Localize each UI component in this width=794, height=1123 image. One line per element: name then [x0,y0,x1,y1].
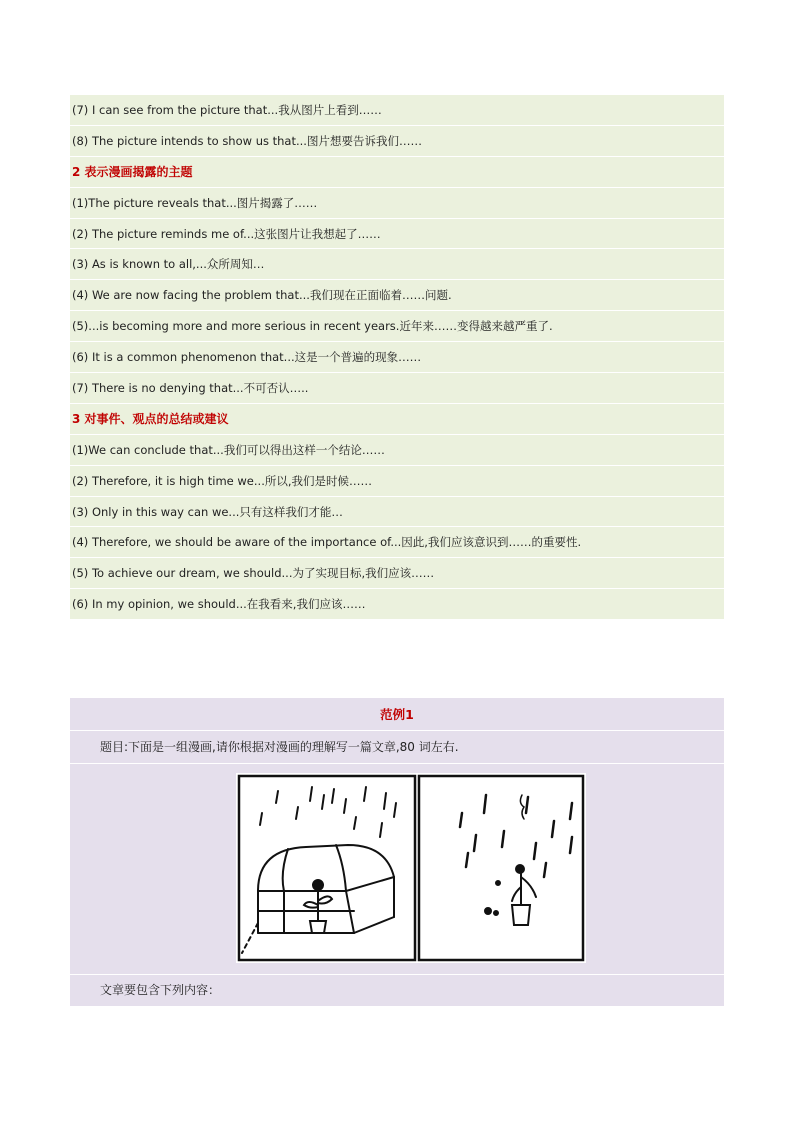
phrase-row: (2) Therefore, it is high time we...所以,我们是时候…… [70,466,724,497]
phrase-row: (5) To achieve our dream, we should...为了实现目标,我们应该…… [70,558,724,589]
phrase-row: (1)The picture reveals that...图片揭露了…… [70,188,724,219]
phrase-row: (3) Only in this way can we...只有这样我们才能… [70,497,724,528]
example-block [70,698,724,1006]
section-heading: 2 表示漫画揭露的主题 [70,157,724,188]
phrase-row: (4) We are now facing the problem that...我们现在正面临着……问题. [70,280,724,311]
phrase-row: (3) As is known to all,...众所周知… [70,249,724,280]
cartoon-illustration [236,773,586,963]
phrase-row: (5)...is becoming more and more serious in recent years.近年来……变得越来越严重了. [70,311,724,342]
phrase-row: (6) In my opinion, we should...在我看来,我们应该…… [70,589,724,620]
phrase-table [70,95,724,620]
phrase-row: (7) I can see from the picture that...我从图片上看到…… [70,95,724,126]
phrase-row: (4) Therefore, we should be aware of the importance of...因此,我们应该意识到……的重要性. [70,527,724,558]
phrase-row: (6) It is a common phenomenon that...这是一个普遍的现象…… [70,342,724,373]
phrase-row: (8) The picture intends to show us that...图片想要告诉我们…… [70,126,724,157]
phrase-row: (1)We can conclude that...我们可以得出这样一个结论…… [70,435,724,466]
section-heading: 3 对事件、观点的总结或建议 [70,404,724,435]
phrase-row: (7) There is no denying that...不可否认….. [70,373,724,404]
phrase-row: (2) The picture reminds me of...这张图片让我想起了…… [70,219,724,250]
example-title: 范例1 [70,698,724,731]
example-question: 题目:下面是一组漫画,请你根据对漫画的理解写一篇文章,80 词左右. [70,731,724,764]
cartoon-area [70,764,724,975]
contents-label: 文章要包含下列内容： [100,983,221,997]
